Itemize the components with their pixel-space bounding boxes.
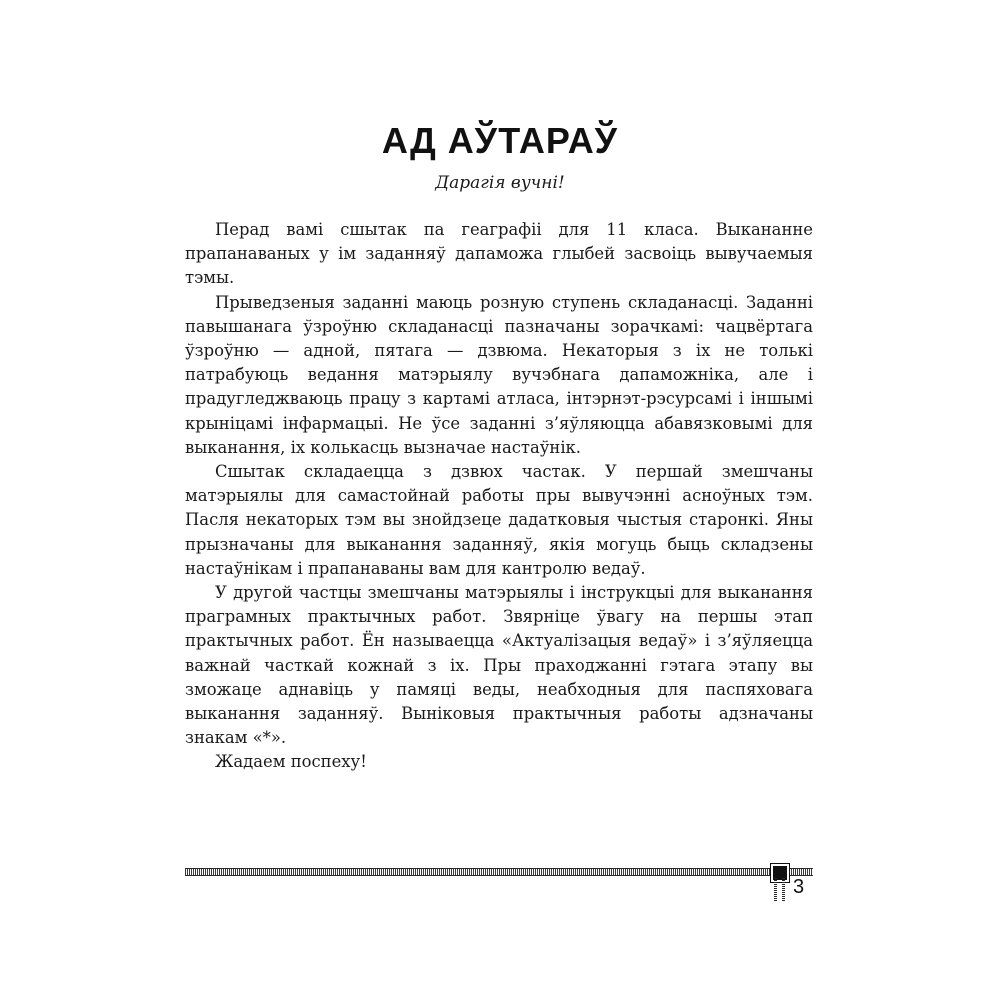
paragraph-practical-work: У другой частцы змешчаны матэрыялы і інструкцыі для выканання праграмных практычных работ. Звярніце ўвагу на першы этап практычных работ. Ён называецца «Актуалізацыя ведаў» і з’яўляецца важнай часткай кожнай з іх. Пры праходжанні гэтага этапу вы зможаце аднавіць у памяці веды, неабходныя для паспяховага выканання заданняў. Выніковыя практычныя работы адзначаны знакам «*». <box>185 583 813 748</box>
salutation: Дарагія вучні! <box>435 173 565 193</box>
page-title: АД АЎТАРАЎ <box>381 120 619 162</box>
paragraph-difficulty: Прыведзеныя заданні маюць розную ступень складанасці. Заданні павышанага ўзроўню складанасці пазначаны зорачкамі: чацвёртага ўзроўню — адной, пятага — дзвюма. Некаторыя з іх не толькі патрабуюць ведання матэрыялу вучэбнага дапаможніка, але і прадугледжваюць працу з картамі атласа, інтэрнэт-рэсурсамі і іншымі крыніцамі інфармацыі. Не ўсе заданні з’яўляюцца абавязковымі для выканання, іх колькасць вызначае настаўнік. <box>185 292 813 457</box>
footer-vertical-line-right <box>782 878 785 902</box>
body-text <box>185 218 813 775</box>
footer-vertical-line-left <box>774 878 777 902</box>
paragraph-closing: Жадаем поспеху! <box>215 752 367 772</box>
page-number: 3 <box>793 876 805 898</box>
footer-rule <box>185 868 813 876</box>
paragraph-structure: Сшытак складаецца з дзвюх частак. У першай змешчаны матэрыялы для самастойнай работы пры вывучэнні асноўных тэм. Пасля некаторых тэм вы знойдзеце дадатковыя чыстыя старонкі. Яны прызначаны для выканання заданняў, якія могуць быць складзены настаўнікам і прапанаваны вам для кантролю ведаў. <box>185 462 813 578</box>
paragraph-intro: Перад вамі сшытак па геаграфіі для 11 класа. Выкананне прапанаваных у ім заданняў дапаможа глыбей засвоіць вывучаемыя тэмы. <box>185 220 813 288</box>
